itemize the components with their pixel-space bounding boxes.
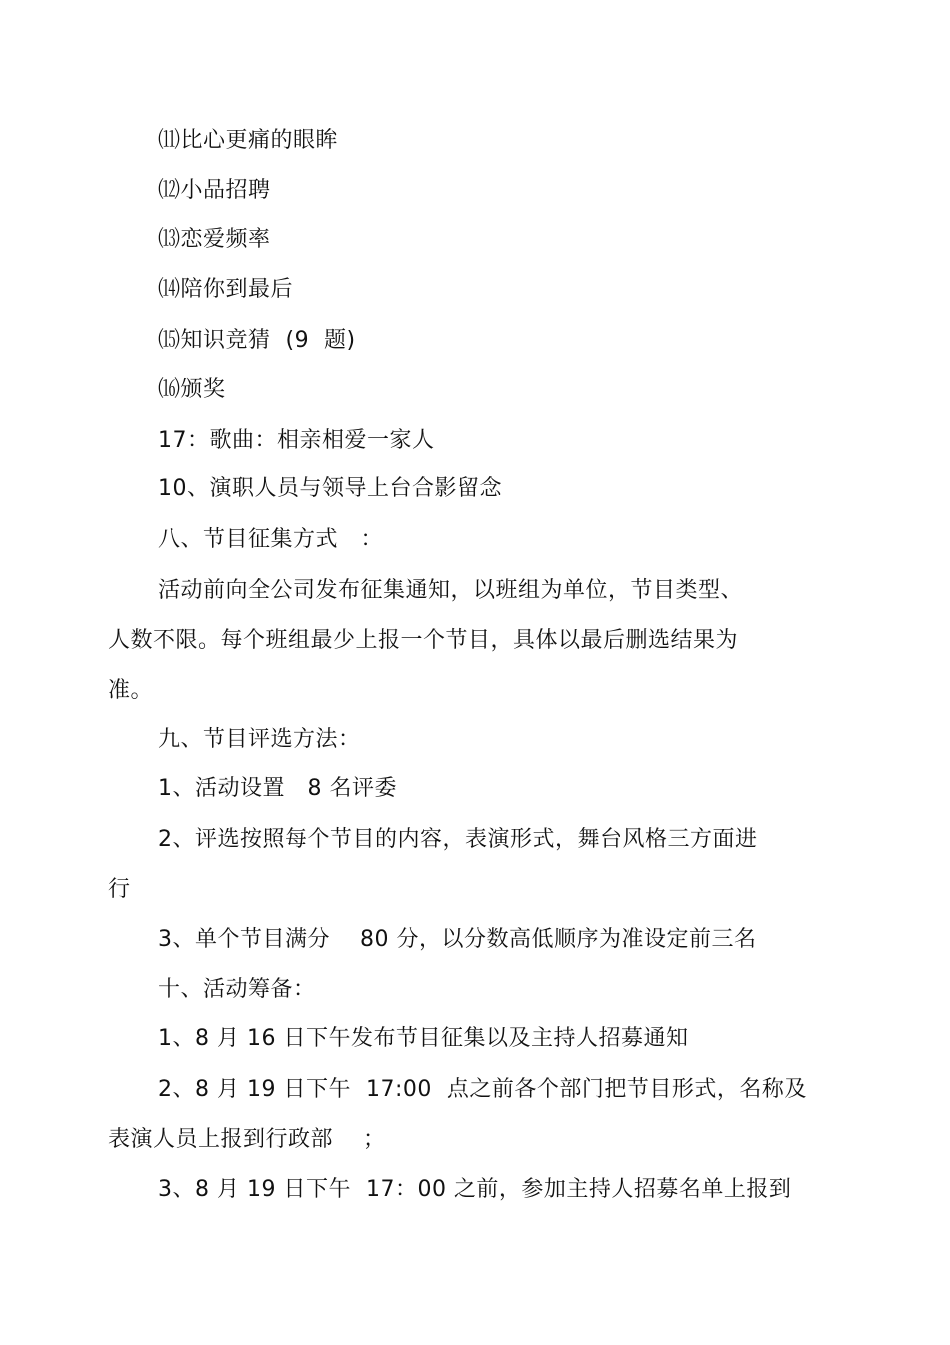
list-item-continuation: 表演人员上报到行政部 ； xyxy=(108,1127,386,1152)
section-heading-selection: 九、节目评选方法： xyxy=(158,727,361,752)
program-item-12: ⑿小品招聘 xyxy=(158,178,271,203)
list-item: 2、8 月 19 日下午 17:00 点之前各个部门把节目形式，名称及 xyxy=(158,1077,807,1102)
list-item: 2、评选按照每个节目的内容，表演形式，舞台风格三方面进 xyxy=(158,827,758,852)
program-item-14: ⒁陪你到最后 xyxy=(158,277,294,302)
program-item-17: 17：歌曲：相亲相爱一家人 xyxy=(158,428,435,453)
paragraph-line: 准。 xyxy=(108,678,154,703)
paragraph-line: 人数不限。每个班组最少上报一个节目，具体以最后删选结果为 xyxy=(108,628,739,653)
paragraph-line: 活动前向全公司发布征集通知，以班组为单位，节目类型、 xyxy=(158,578,744,603)
program-item-16: ⒃颁奖 xyxy=(158,377,226,402)
list-item: 3、单个节目满分 80 分，以分数高低顺序为准设定前三名 xyxy=(158,927,757,952)
list-item: 1、8 月 16 日下午发布节目征集以及主持人招募通知 xyxy=(158,1026,689,1051)
list-item: 1、活动设置 8 名评委 xyxy=(158,776,397,801)
program-item-11: ⑾比心更痛的眼眸 xyxy=(158,128,339,153)
list-item: 3、8 月 19 日下午 17：00 之前，参加主持人招募名单上报到 xyxy=(158,1177,792,1202)
program-item-final: 10、演职人员与领导上台合影留念 xyxy=(158,476,502,501)
program-item-13: ⒀恋爱频率 xyxy=(158,227,271,252)
list-item-continuation: 行 xyxy=(108,877,131,902)
section-heading-preparation: 十、活动筹备： xyxy=(158,977,316,1002)
program-item-15: ⒂知识竞猜 (9 题) xyxy=(158,328,356,353)
section-heading-collection: 八、节目征集方式 ： xyxy=(158,527,383,552)
